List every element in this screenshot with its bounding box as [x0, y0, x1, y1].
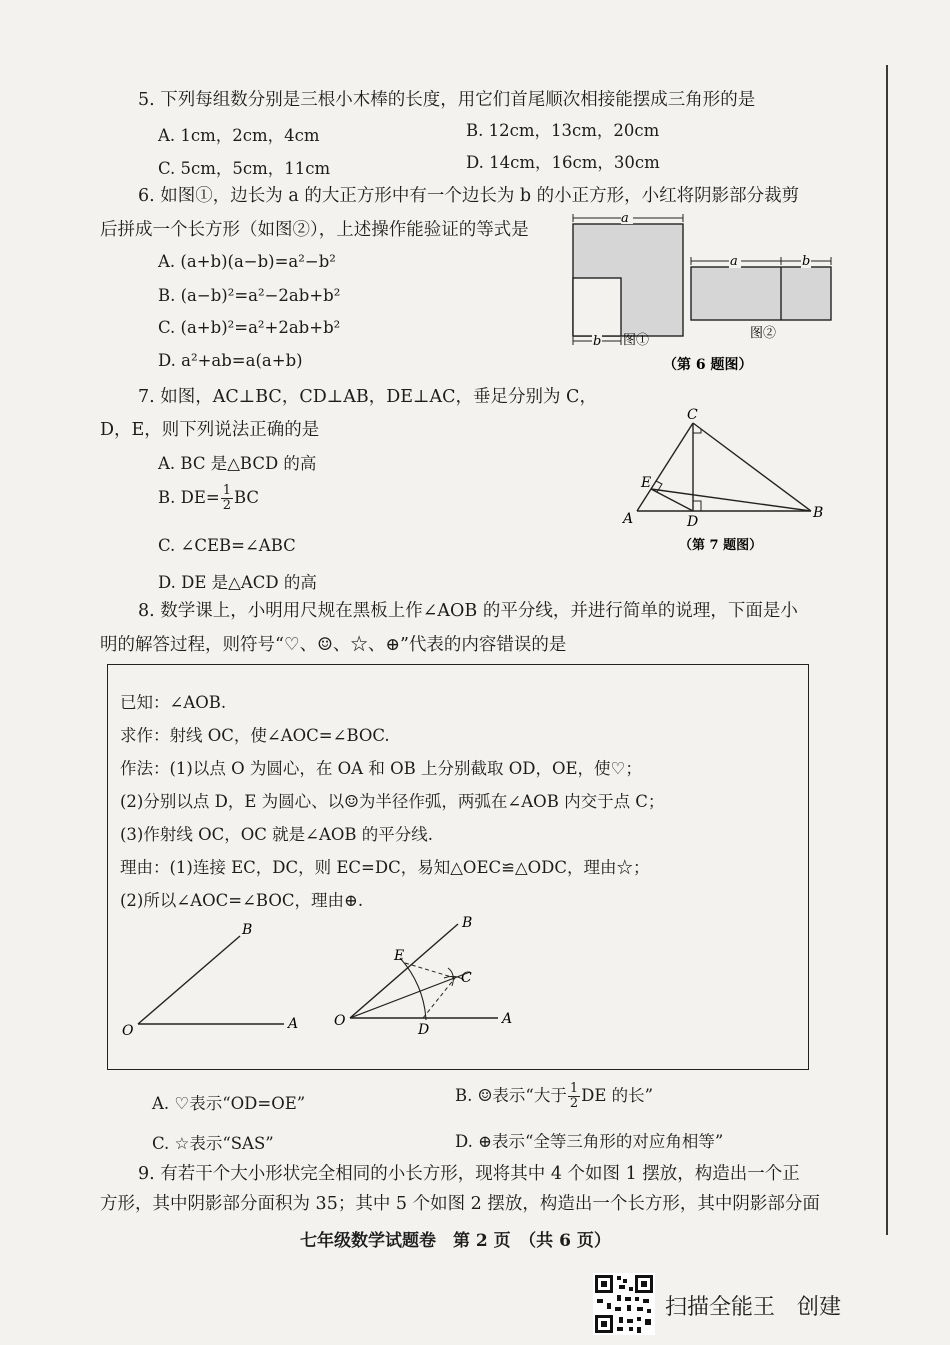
q8-fig2-point-e: E — [394, 948, 405, 964]
q7-option-a: A. BC 是△BCD 的高 — [158, 454, 317, 473]
q8-fig2-point-d: D — [418, 1022, 430, 1038]
q6-fig1-a-label: a — [621, 211, 629, 226]
q8-ray-oc — [350, 972, 470, 1018]
q7-figure — [615, 405, 850, 555]
page-footer: 七年级数学试题卷 第 2 页 （共 6 页） — [300, 1231, 611, 1251]
q6-fig1 — [573, 210, 683, 349]
q7-option-c: C. ∠CEB=∠ABC — [158, 536, 296, 555]
q5-option-b: B. 12cm，13cm，20cm — [466, 121, 660, 140]
q8-box-line-step1: 作法：(1)以点 O 为圆心，在 OA 和 OB 上分别截取 OD，OE，使♡； — [120, 759, 642, 778]
q6-option-c: C. (a+b)²=a²+2ab+b² — [158, 318, 341, 337]
q7-stem-line1: 7. 如图，AC⊥BC，CD⊥AB，DE⊥AC，垂足分别为 C， — [138, 387, 597, 407]
page-edge-line — [886, 65, 888, 1235]
q8-option-b-fraction: $\frac{1}{2}$ — [569, 1081, 579, 1111]
q9-line1: 9. 有若干个大小形状完全相同的小长方形，现将其中 4 个如图 1 摆放，构造出一个正 — [138, 1164, 800, 1184]
q8-box-line-goal: 求作：射线 OC，使∠AOC=∠BOC. — [120, 726, 390, 745]
q5-option-d: D. 14cm，16cm，30cm — [466, 153, 660, 172]
q7-point-d: D — [687, 514, 699, 530]
q6-fig2-b-label: b — [802, 254, 811, 269]
q7-option-d: D. DE 是△ACD 的高 — [158, 573, 317, 592]
q8-box-line-known: 已知：∠AOB. — [120, 693, 227, 712]
q8-fig1-point-o: O — [122, 1023, 134, 1039]
q8-fig2-point-o: O — [334, 1013, 346, 1029]
q7-segment-ac — [637, 423, 693, 511]
q7-option-b: B. DE= $\frac{1}{2}$ BC — [158, 483, 260, 513]
q6-stem-line1: 6. 如图①，边长为 a 的大正方形中有一个边长为 b 的小正方形，小红将阴影部分裁剪 — [138, 186, 800, 206]
q8-solution-box — [107, 664, 809, 1070]
qr-code-icon — [593, 1273, 655, 1335]
q7-point-a: A — [623, 511, 634, 527]
q6-fig2-a-label: a — [730, 254, 738, 269]
q8-box-line-step2: (2)分别以点 D，E 为圆心、以☺为半径作弧，两弧在∠AOB 内交于点 C； — [120, 792, 665, 811]
q7-point-c: C — [687, 407, 698, 423]
q6-option-d: D. a²+ab=a(a+b) — [158, 351, 303, 370]
q6-fig1-small-square — [573, 278, 621, 336]
q7-right-angle-d — [693, 501, 701, 511]
q7-option-b-fraction: $\frac{1}{2}$ — [222, 483, 231, 513]
q8-angle-figure — [118, 915, 318, 1045]
q8-option-c: C. ☆表示“SAS” — [152, 1134, 274, 1153]
q8-fig1-point-b: B — [242, 922, 253, 938]
q8-box-line-reason1: 理由：(1)连接 EC，DC，则 EC=DC，易知△OEC≌△ODC，理由☆； — [120, 858, 650, 877]
q8-fig1-point-a: A — [288, 1016, 299, 1032]
q5-option-a: A. 1cm，2cm，4cm — [158, 126, 320, 145]
q6-option-a: A. (a+b)(a−b)=a²−b² — [158, 252, 336, 271]
q8-construction-figure — [330, 910, 530, 1045]
q6-fig1-b-label: b — [593, 334, 602, 349]
q8-option-a: A. ♡表示“OD=OE” — [152, 1094, 306, 1113]
q7-point-b: B — [813, 505, 824, 521]
q8-ray-ob-construct — [350, 924, 458, 1018]
q8-stem-line2: 明的解答过程，则符号“♡、☺、☆、⊕”代表的内容错误的是 — [100, 635, 567, 655]
q6-option-b: B. (a−b)²=a²−2ab+b² — [158, 286, 341, 305]
q7-stem-line2: D，E，则下列说法正确的是 — [100, 420, 320, 440]
q8-ray-ob — [138, 936, 240, 1024]
q6-caption: （第 6 题图） — [663, 357, 753, 373]
q7-caption: （第 7 题图） — [679, 538, 763, 553]
q7-point-e: E — [641, 475, 652, 491]
q9-line2: 方形，其中阴影部分面积为 35；其中 5 个如图 2 摆放，构造出一个长方形，其中阴影部分面 — [100, 1194, 820, 1214]
q6-stem-line2: 后拼成一个长方形（如图②），上述操作能验证的等式是 — [100, 220, 529, 240]
q8-fig2-point-b: B — [462, 915, 473, 931]
q8-stem-line1: 8. 数学课上，小明用尺规在黑板上作∠AOB 的平分线，并进行简单的说理，下面是小 — [138, 601, 798, 621]
q7-right-angle-c — [693, 429, 701, 433]
q6-figure — [565, 210, 845, 380]
q8-option-b: B. ☺表示“大于 $\frac{1}{2}$ DE 的长” — [455, 1081, 654, 1111]
q6-fig2-rectangle — [691, 267, 831, 320]
q6-fig1-label: 图① — [623, 333, 650, 348]
q6-fig2 — [691, 254, 831, 341]
q5-stem: 5. 下列每组数分别是三根小木棒的长度，用它们首尾顺次相接能摆成三角形的是 — [138, 90, 756, 110]
q8-box-line-step3: (3)作射线 OC，OC 就是∠AOB 的平分线. — [120, 825, 434, 844]
q8-box-line-reason2: (2)所以∠AOC=∠BOC，理由⊕. — [120, 891, 364, 910]
q8-option-d: D. ⊕表示“全等三角形的对应角相等” — [455, 1132, 724, 1151]
q8-fig2-point-a: A — [502, 1011, 513, 1027]
q8-fig2-point-c: C — [461, 970, 472, 986]
scanner-watermark: 扫描全能王 创建 — [665, 1295, 842, 1320]
q8-arc-o — [400, 958, 426, 1020]
q5-option-c: C. 5cm，5cm，11cm — [158, 159, 331, 178]
q6-fig2-label: 图② — [750, 326, 777, 341]
